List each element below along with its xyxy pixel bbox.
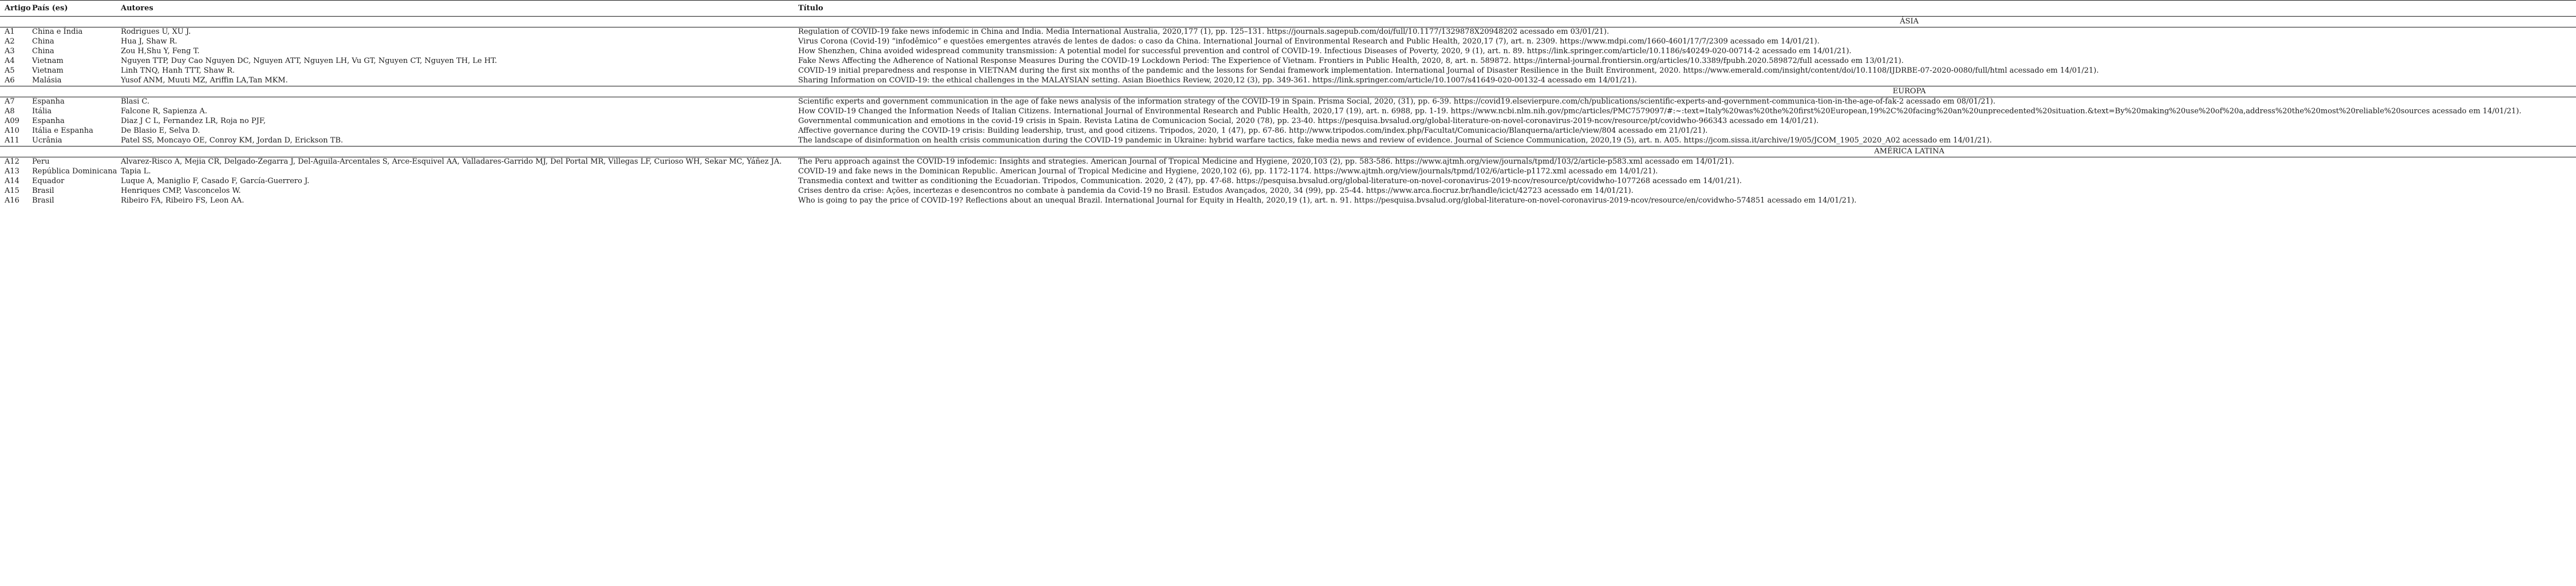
cell-autores: Hua J, Shaw R. xyxy=(121,37,177,46)
header-titulo: Título xyxy=(794,1,2576,17)
header-row xyxy=(0,1,2576,17)
cell-pais: Malásia xyxy=(32,76,62,85)
table-row xyxy=(0,157,2576,168)
table-row xyxy=(0,196,2576,206)
cell-titulo: Sharing Information on COVID-19: the ethical challenges in the MALAYSIAN setting. Asian Bioethics Review, 2020,12 (3), pp. 349-361. https://link.springer.com/article/10.1007/s41649-020-00132-4 acessado em 14/01/21). xyxy=(798,76,1637,85)
cell-titulo: COVID-19 initial preparedness and response in VIETNAM during the first six months of the pandemic and the lessons for Sendai framework implementation. International Journal of Disaster Resilience in the Built Environment, 2020. https://www.emerald.com/insight/content/doi/10.1108/IJDRBE-07-2020-0080/full/html acessado em 14/01/21). xyxy=(798,66,2099,75)
cell-titulo: Crises dentro da crise: Ações, incertezas e desencontros no combate à pandemia da Covid-19 no Brasil. Estudos Avançados, 2020, 34 (99), pp. 25-44. https://www.arca.fiocruz.br/handle/icict/42723 acessado em 14/01/21). xyxy=(798,187,1634,195)
cell-pais: China xyxy=(32,47,54,56)
cell-autores: Tapia L. xyxy=(121,167,151,176)
table-body xyxy=(0,17,2576,207)
header-pais: País (es) xyxy=(27,1,116,17)
cell-artigo: A10 xyxy=(5,126,19,135)
cell-autores: Diaz J C L, Fernandez LR, Roja no PJF, xyxy=(121,117,266,125)
table-row xyxy=(0,177,2576,187)
cell-autores: Blasi C. xyxy=(121,97,150,106)
table-row xyxy=(0,187,2576,196)
cell-artigo: A4 xyxy=(5,57,15,65)
cell-artigo: A15 xyxy=(5,187,19,195)
cell-autores: Henriques CMP, Vasconcelos W. xyxy=(121,187,241,195)
cell-titulo: Fake News Affecting the Adherence of National Response Measures During the COVID-19 Lockdown Period: The Experience of Vietnam. Frontiers in Public Health, 2020, 8, art. n. 589872. https://internal-journal.frontiersin.org/articles/10.3389/fpubh.2020.589872/full acessado em 13/01/21). xyxy=(798,57,1904,65)
region-header-row xyxy=(0,17,2576,27)
table-row xyxy=(0,107,2576,117)
cell-artigo: A5 xyxy=(5,66,15,75)
table-row xyxy=(0,57,2576,66)
cell-pais: Itália e Espanha xyxy=(32,126,93,135)
cell-pais: Brasil xyxy=(32,187,54,195)
cell-artigo: A12 xyxy=(5,157,19,166)
cell-pais: China xyxy=(32,37,54,46)
region-label: ÁSIA xyxy=(0,17,2576,27)
cell-pais: Vietnam xyxy=(32,57,64,65)
table-row xyxy=(0,97,2576,108)
region-header-row xyxy=(0,86,2576,97)
cell-autores: Yusof ANM, Muuti MZ, Ariffin LA,Tan MKM. xyxy=(121,76,288,85)
cell-pais: República Dominicana xyxy=(32,167,117,176)
cell-pais: Brasil xyxy=(32,196,54,205)
table-row xyxy=(0,126,2576,136)
table-row xyxy=(0,136,2576,146)
cell-artigo: A8 xyxy=(5,107,15,116)
cell-titulo: The landscape of disinformation on health crisis communication during the COVID-19 pandemic in Ukraine: hybrid warfare tactics, fake media news and review of evidence. Journal of Science Communication, 2020,19 (5), art. n. A05. https://jcom.sissa.it/archive/19/05/JCOM_1905_2020_A02 acessado em 14/01/21). xyxy=(798,136,1992,145)
cell-artigo: A09 xyxy=(5,117,19,125)
table-row xyxy=(0,27,2576,38)
cell-pais: Espanha xyxy=(32,117,65,125)
cell-pais: Equador xyxy=(32,177,65,185)
cell-autores: Linh TNQ, Hanh TTT, Shaw R. xyxy=(121,66,235,75)
cell-artigo: A6 xyxy=(5,76,15,85)
cell-autores: Zou H,Shu Y, Feng T. xyxy=(121,47,200,56)
cell-artigo: A16 xyxy=(5,196,19,205)
cell-autores: Alvarez-Risco A, Mejia CR, Delgado-Zegarra J, Del-Aguila-Arcentales S, Arce-Esquivel AA, Valladares-Garrido MJ, Del Portal MR, Villegas LF, Curioso WH, Sekar MC, Yáñez JA. xyxy=(121,157,782,166)
table-header xyxy=(0,1,2576,17)
table-row xyxy=(0,167,2576,177)
document-page xyxy=(0,0,2576,206)
cell-titulo: Regulation of COVID-19 fake news infodemic in China and India. Media International Australia, 2020,177 (1), pp. 125–131. https://journals.sagepub.com/doi/full/10.1177/1329878X20948202 acessado em 03/01/21). xyxy=(798,27,1609,36)
cell-artigo: A2 xyxy=(5,37,15,46)
region-label: AMÉRICA LATINA xyxy=(0,146,2576,157)
header-artigo: Artigo xyxy=(0,1,27,17)
cell-titulo: Transmedia context and twitter as conditioning the Ecuadorian. Tripodos, Communication. 2020, 2 (47), pp. 47-68. https://pesquisa.bvsalud.org/global-literature-on-novel-coronavirus-2019-ncov/resource/pt/covidwho-1077268 acessado em 14/01/21). xyxy=(798,177,1742,185)
cell-artigo: A13 xyxy=(5,167,19,176)
cell-titulo: Scientific experts and government communication in the age of fake news analysis of the information strategy of the COVID-19 in Spain. Prisma Social, 2020, (31), pp. 6-39. https://covid19.elsevierpure.com/ch/publications/scientific-experts-and-government-communica-tion-in-the-age-of-fak-2 acessado em 08/01/21). xyxy=(798,97,1995,106)
cell-autores: Patel SS, Moncayo OE, Conroy KM, Jordan D, Erickson TB. xyxy=(121,136,344,145)
cell-artigo: A1 xyxy=(5,27,15,36)
table-row xyxy=(0,66,2576,76)
cell-pais: Espanha xyxy=(32,97,65,106)
region-header-row xyxy=(0,146,2576,157)
cell-pais: Ucrânia xyxy=(32,136,62,145)
cell-titulo: How Shenzhen, China avoided widespread community transmission: A potential model for successful prevention and control of COVID-19. Infectious Diseases of Poverty, 2020, 9 (1), art. n. 89. https://link.springer.com/article/10.1186/s40249-020-00714-2 acessado em 14/01/21). xyxy=(798,47,1852,56)
cell-pais: China e Índia xyxy=(32,27,83,36)
cell-pais: Itália xyxy=(32,107,52,116)
cell-titulo: Who is going to pay the price of COVID-19? Reflections about an unequal Brazil. International Journal for Equity in Health, 2020,19 (1), art. n. 91. https://pesquisa.bvsalud.org/global-literature-on-novel-coronavirus-2019-ncov/resource/en/covidwho-574851 acessado em 14/01/21). xyxy=(798,196,1857,205)
cell-artigo: A7 xyxy=(5,97,15,106)
table-row xyxy=(0,37,2576,47)
cell-pais: Vietnam xyxy=(32,66,64,75)
cell-titulo: How COVID-19 Changed the Information Needs of Italian Citizens. International Journal of Environmental Research and Public Health, 2020,17 (19), art. n. 6988, pp. 1-19. https://www.ncbi.nlm.nih.gov/pmc/articles/PMC7579097/#:~:text=Italy%20was%20the%20first%20European,19%2C%20facing%20an%20unprecedented%20situation.&text=By%20making%20use%20of%20a,address%20the%20most%20reliable%20sources acessado em 14/01/21). xyxy=(798,107,2522,116)
cell-artigo: A11 xyxy=(5,136,19,145)
cell-autores: Falcone R, Sapienza A. xyxy=(121,107,207,116)
region-label: EUROPA xyxy=(0,86,2576,97)
table-row xyxy=(0,47,2576,57)
cell-autores: De Blasio E, Selva D. xyxy=(121,126,200,135)
cell-titulo: Governmental communication and emotions in the covid-19 crisis in Spain. Revista Latina de Comunicacion Social, 2020 (78), pp. 23-40. https://pesquisa.bvsalud.org/global-literature-on-novel-coronavirus-2019-ncov/resource/pt/covidwho-966343 acessado em 14/01/21). xyxy=(798,117,1819,125)
cell-titulo: Virus Corona (Covid-19) “infodêmico” e questões emergentes através de lentes de dados: o caso da China. International Journal of Environmental Research and Public Health, 2020,17 (7), art. n. 2309. https://www.mdpi.com/1660-4601/17/7/2309 acessado em 14/01/21). xyxy=(798,37,1820,46)
header-autores: Autores xyxy=(116,1,794,17)
articles-table xyxy=(0,0,2576,206)
cell-titulo: The Peru approach against the COVID-19 infodemic: Insights and strategies. American Journal of Tropical Medicine and Hygiene, 2020,103 (2), pp. 583-586. https://www.ajtmh.org/view/journals/tpmd/103/2/article-p583.xml acessado em 14/01/21). xyxy=(798,157,1734,166)
cell-autores: Ribeiro FA, Ribeiro FS, Leon AA. xyxy=(121,196,244,205)
cell-titulo: COVID-19 and fake news in the Dominican Republic. American Journal of Tropical Medicine and Hygiene, 2020,102 (6), pp. 1172-1174. https://www.ajtmh.org/view/journals/tpmd/102/6/article-p1172.xml acessado em 14/01/21). xyxy=(798,167,1658,176)
table-row xyxy=(0,117,2576,126)
cell-autores: Nguyen TTP, Duy Cao Nguyen DC, Nguyen ATT, Nguyen LH, Vu GT, Nguyen CT, Nguyen TH, Le HT. xyxy=(121,57,497,65)
cell-titulo: Affective governance during the COVID-19 crisis: Building leadership, trust, and good citizens. Tripodos, 2020, 1 (47), pp. 67-86. http://www.tripodos.com/index.php/Facultat/Comunicacio/Blanquerna/article/view/804 acessado em 21/01/21). xyxy=(798,126,1708,135)
cell-artigo: A14 xyxy=(5,177,19,185)
cell-autores: Luque A, Maniglio F, Casado F, García-Guerrero J. xyxy=(121,177,310,185)
cell-pais: Peru xyxy=(32,157,50,166)
cell-artigo: A3 xyxy=(5,47,15,56)
cell-autores: Rodrigues U, XU J. xyxy=(121,27,191,36)
table-row xyxy=(0,76,2576,86)
